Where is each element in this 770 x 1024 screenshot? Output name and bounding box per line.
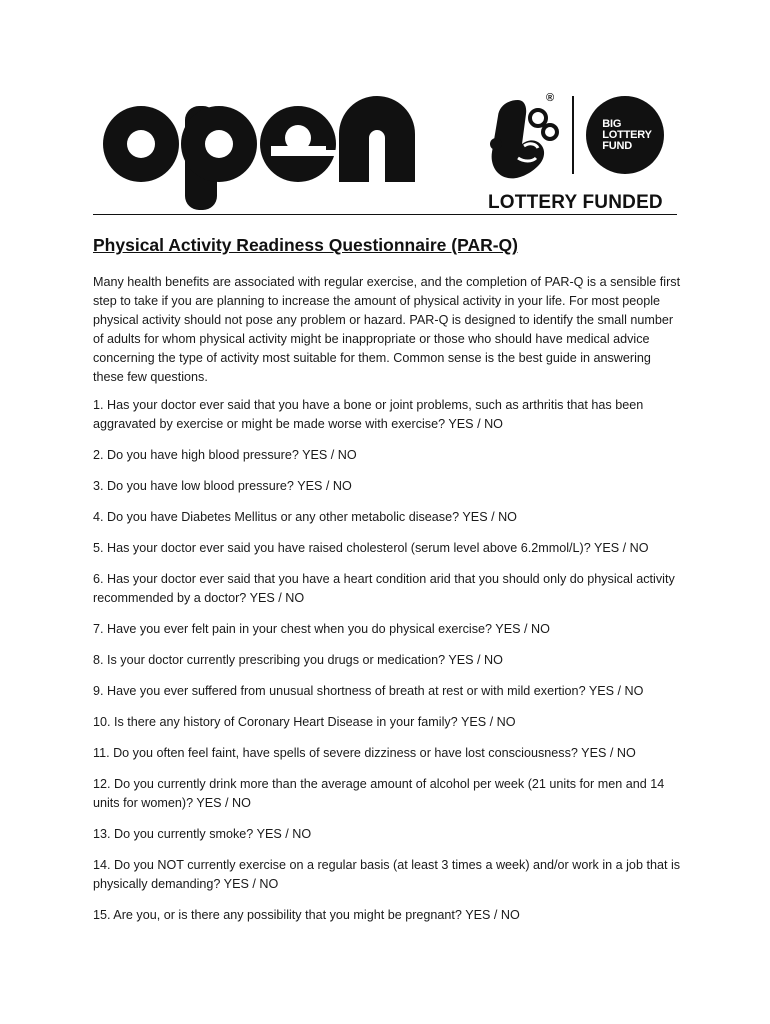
crossed-fingers-icon (488, 96, 560, 186)
big-lottery-fund-text: BIG LOTTERY FUND (602, 117, 652, 152)
question-item: 9. Have you ever suffered from unusual shortness of breath at rest or with mild exertion? YES / NO (93, 684, 644, 698)
header-divider (93, 214, 677, 215)
question-item: 12. Do you currently drink more than the average amount of alcohol per week (21 units for men and 14 units for women)? YES / NO (93, 777, 665, 810)
question-item: 1. Has your doctor ever said that you have a bone or joint problems, such as arthritis that has been aggravated by exercise or might be made worse with exercise? YES / NO (93, 398, 644, 431)
page-header (93, 86, 677, 216)
big-lottery-fund-badge (586, 96, 664, 174)
question-item: 13. Do you currently smoke? YES / NO (93, 827, 312, 841)
lottery-logo-block (488, 94, 678, 218)
question-item: 2. Do you have high blood pressure? YES / NO (93, 448, 357, 462)
document-body (93, 273, 683, 937)
question-item: 3. Do you have low blood pressure? YES / NO (93, 479, 352, 493)
question-item: 8. Is your doctor currently prescribing you drugs or medication? YES / NO (93, 653, 503, 667)
question-item: 10. Is there any history of Coronary Heart Disease in your family? YES / NO (93, 715, 516, 729)
question-item: 14. Do you NOT currently exercise on a regular basis (at least 3 times a week) and/or work in a job that is physically demanding? YES / NO (93, 858, 681, 891)
registered-mark: ® (546, 92, 555, 104)
question-item: 6. Has your doctor ever said that you have a heart condition arid that you should only do physical activity recommended by a doctor? YES / NO (93, 572, 675, 605)
question-list (93, 396, 683, 925)
open-logo (93, 86, 416, 210)
question-item: 15. Are you, or is there any possibility that you might be pregnant? YES / NO (93, 908, 520, 922)
question-item: 4. Do you have Diabetes Mellitus or any other metabolic disease? YES / NO (93, 510, 517, 524)
document-title: Physical Activity Readiness Questionnaire (PAR-Q) (93, 235, 518, 255)
lottery-funded-label: LOTTERY FUNDED (488, 192, 663, 213)
logo-divider (572, 96, 574, 174)
question-item: 11. Do you often feel faint, have spells of severe dizziness or have lost consciousness? YES / NO (93, 746, 636, 760)
intro-paragraph: Many health benefits are associated with regular exercise, and the completion of PAR-Q is a sensible first step to take if you are planning to increase the amount of physical activity in your life. For most people physical activity should not pose any problem or hazard. PAR-Q is designed to identify the small number of adults for whom physical activity might be inappropriate or those who should have medical advice concerning the type of activity most suitable for them. Common sense is the best guide in answering these few questions. (93, 275, 681, 384)
question-item: 7. Have you ever felt pain in your chest when you do physical exercise? YES / NO (93, 622, 550, 636)
question-item: 5. Has your doctor ever said you have raised cholesterol (serum level above 6.2mmol/L)? YES / NO (93, 541, 649, 555)
